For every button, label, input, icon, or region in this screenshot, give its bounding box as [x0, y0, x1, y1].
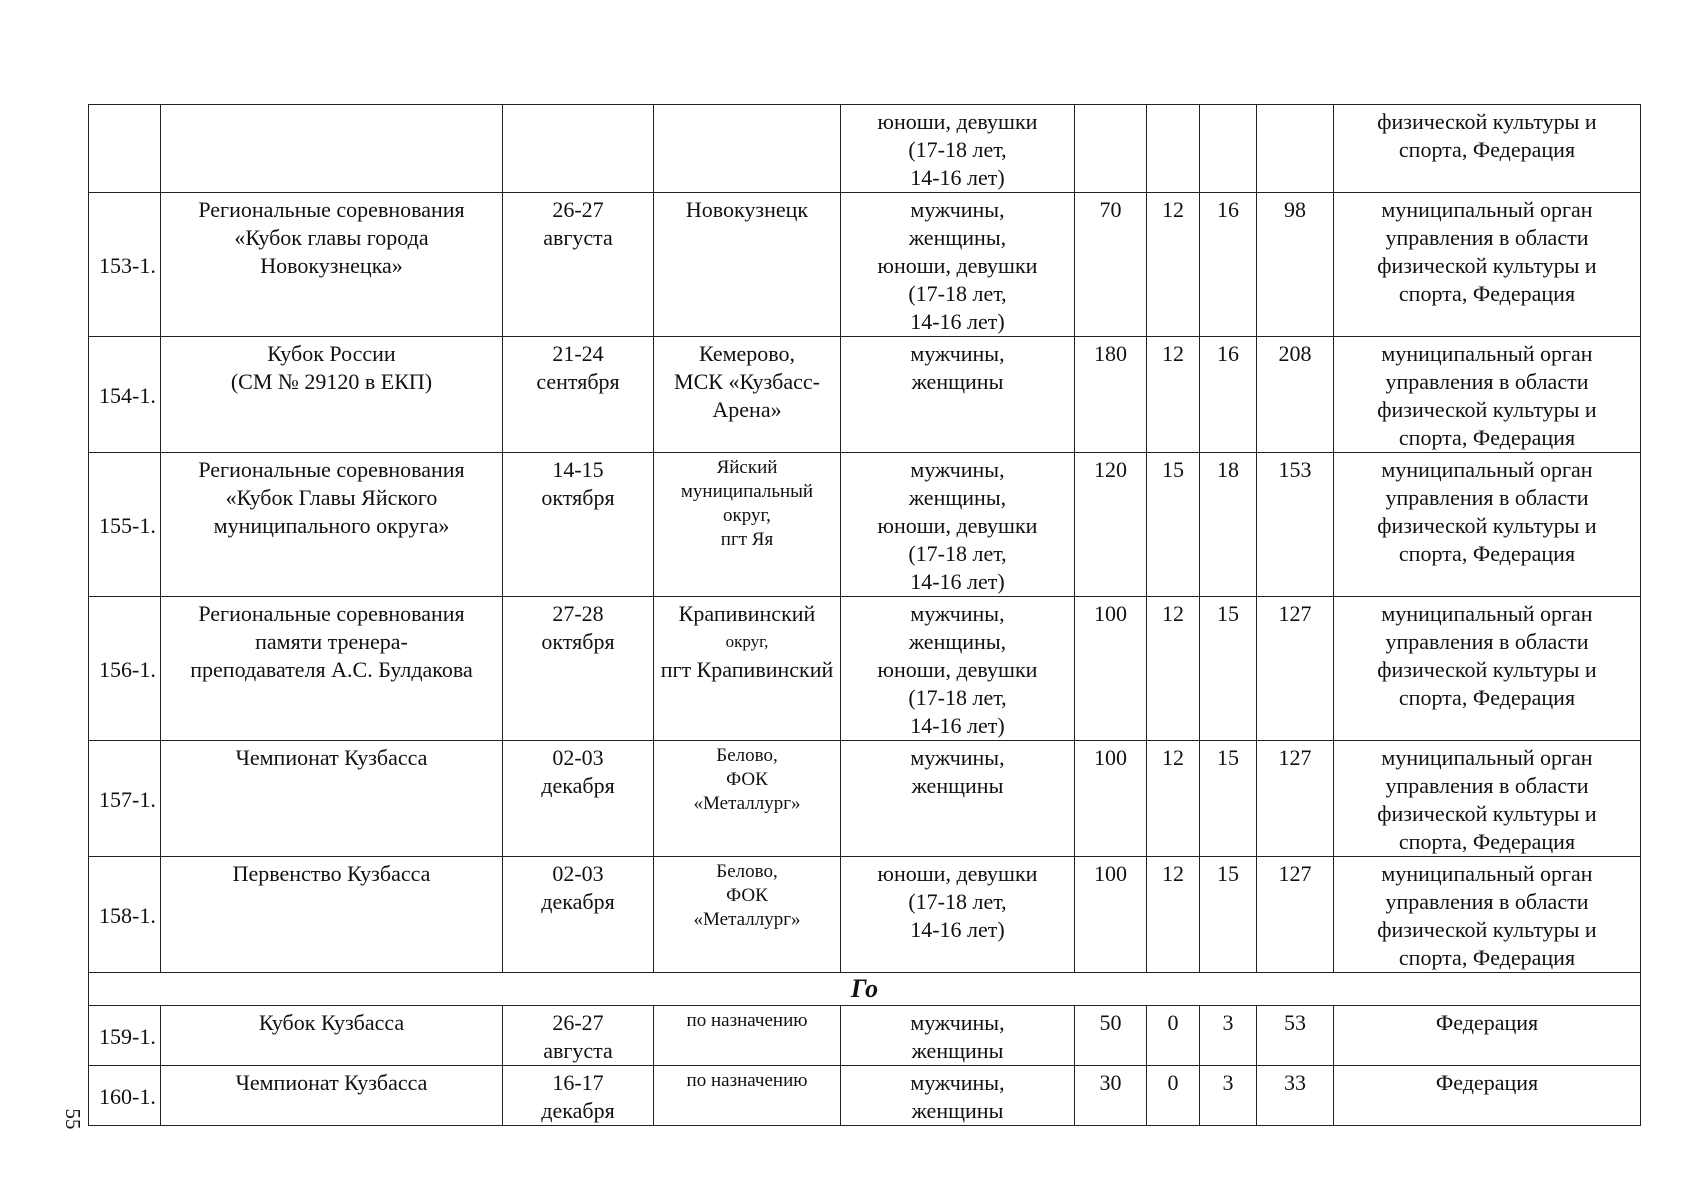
organizer-cell	[1334, 857, 1641, 973]
event-place-cell	[654, 741, 841, 857]
cell-line: юноши, девушки	[877, 513, 1038, 538]
page-number: 55	[61, 1108, 85, 1130]
count-cell-c1: 70	[1075, 193, 1147, 337]
event-name-cell	[161, 741, 503, 857]
cell-line: спорта, Федерация	[1398, 137, 1576, 162]
cell-line: Первенство Кузбасса	[232, 861, 431, 886]
cell-line: мужчины,	[910, 601, 1005, 626]
cell-line: управления в области	[1385, 485, 1589, 510]
event-dates-cell	[503, 857, 654, 973]
event-place-cell	[654, 193, 841, 337]
cell-line: Яйский	[716, 457, 778, 478]
cell-line: женщины	[911, 1038, 1004, 1063]
cell-line: преподавателя А.С. Булдакова	[190, 657, 473, 682]
participants-cell	[841, 337, 1075, 453]
count-cell-c3: 3	[1200, 1066, 1257, 1126]
table-row	[89, 453, 1641, 597]
cell-line: (17-18 лет,	[908, 541, 1007, 566]
cell-line: муниципальный	[680, 481, 814, 502]
event-place-cell	[654, 453, 841, 597]
cell-line: физической культуры и	[1377, 657, 1597, 682]
participants-cell	[841, 453, 1075, 597]
cell-line: муниципальный орган	[1381, 197, 1593, 222]
cell-line: «Кубок Главы Яйского	[225, 485, 438, 510]
cell-line: памяти тренера-	[255, 629, 408, 654]
table-row	[89, 597, 1641, 741]
count-cell-c3	[1200, 105, 1257, 193]
count-cell-c1: 50	[1075, 1006, 1147, 1066]
count-cell-c2: 15	[1147, 453, 1200, 597]
cell-line: муниципальный орган	[1381, 861, 1593, 886]
participants-cell	[841, 193, 1075, 337]
cell-line: физической культуры и	[1377, 801, 1597, 826]
organizer-cell	[1334, 1006, 1641, 1066]
event-place-cell	[654, 1066, 841, 1126]
cell-line: 14-15	[552, 457, 604, 482]
organizer-cell	[1334, 193, 1641, 337]
participants-cell	[841, 105, 1075, 193]
cell-line: женщины,	[908, 629, 1007, 654]
table-row	[89, 1066, 1641, 1126]
event-name-cell	[161, 1066, 503, 1126]
event-number-cell: 159-1.	[89, 1006, 161, 1066]
cell-line: мужчины,	[910, 1070, 1005, 1095]
cell-line: Белово,	[716, 861, 778, 882]
cell-line: августа	[543, 225, 613, 250]
cell-line: Новокузнецк	[685, 197, 809, 222]
event-number-cell: 160-1.	[89, 1066, 161, 1126]
cell-line: женщины,	[908, 485, 1007, 510]
cell-line: мужчины,	[910, 197, 1005, 222]
event-dates-cell	[503, 741, 654, 857]
cell-line: физической культуры и	[1377, 397, 1597, 422]
cell-line: спорта, Федерация	[1398, 541, 1576, 566]
cell-line: спорта, Федерация	[1398, 281, 1576, 306]
events-table	[88, 104, 1641, 1126]
count-cell-c2: 12	[1147, 597, 1200, 741]
cell-line: декабря	[541, 889, 615, 914]
cell-line: Новокузнецка»	[260, 253, 403, 278]
cell-line: 02-03	[552, 861, 604, 886]
cell-line: 21-24	[552, 341, 604, 366]
organizer-cell	[1334, 741, 1641, 857]
organizer-cell	[1334, 105, 1641, 193]
cell-line: по назначению	[686, 1070, 808, 1091]
section-title: Го	[89, 973, 1641, 1006]
count-cell-c1: 100	[1075, 857, 1147, 973]
count-cell-c3: 18	[1200, 453, 1257, 597]
cell-line: спорта, Федерация	[1398, 829, 1576, 854]
cell-line: физической культуры и	[1377, 109, 1597, 134]
event-number-cell: 153-1.	[89, 193, 161, 337]
cell-line: «Кубок главы города	[234, 225, 429, 250]
count-cell-c4: 98	[1257, 193, 1334, 337]
event-name-cell	[161, 857, 503, 973]
event-dates-cell	[503, 453, 654, 597]
cell-line: Федерация	[1435, 1070, 1539, 1095]
section-row	[89, 973, 1641, 1006]
cell-line: декабря	[541, 1098, 615, 1123]
cell-line: управления в области	[1385, 773, 1589, 798]
cell-line: муниципального округа»	[213, 513, 450, 538]
count-cell-c1: 30	[1075, 1066, 1147, 1126]
cell-line: женщины	[911, 773, 1004, 798]
cell-line: «Металлург»	[693, 793, 801, 814]
cell-line: мужчины,	[910, 745, 1005, 770]
event-dates-cell	[503, 597, 654, 741]
cell-line: декабря	[541, 773, 615, 798]
table-row	[89, 337, 1641, 453]
event-dates-cell	[503, 105, 654, 193]
event-dates-cell	[503, 337, 654, 453]
cell-line: 02-03	[552, 745, 604, 770]
cell-line: Чемпионат Кузбасса	[235, 1070, 428, 1095]
count-cell-c1: 100	[1075, 597, 1147, 741]
count-cell-c4: 127	[1257, 741, 1334, 857]
cell-line: муниципальный орган	[1381, 341, 1593, 366]
table-row	[89, 741, 1641, 857]
event-name-cell	[161, 337, 503, 453]
event-place-cell	[654, 105, 841, 193]
cell-line: юноши, девушки	[877, 109, 1038, 134]
cell-line: юноши, девушки	[877, 253, 1038, 278]
event-number-cell: 154-1.	[89, 337, 161, 453]
cell-line: женщины	[911, 1098, 1004, 1123]
cell-line: Белово,	[716, 745, 778, 766]
cell-line: 14-16 лет)	[910, 165, 1005, 190]
cell-line: управления в области	[1385, 889, 1589, 914]
cell-line: 26-27	[552, 197, 604, 222]
event-name-cell	[161, 105, 503, 193]
cell-line: (17-18 лет,	[908, 685, 1007, 710]
cell-line: юноши, девушки	[877, 861, 1038, 886]
count-cell-c2: 12	[1147, 857, 1200, 973]
event-number-cell: 158-1.	[89, 857, 161, 973]
event-place-cell	[654, 1006, 841, 1066]
cell-line: (17-18 лет,	[908, 137, 1007, 162]
table-row	[89, 105, 1641, 193]
count-cell-c4: 127	[1257, 857, 1334, 973]
count-cell-c2: 12	[1147, 337, 1200, 453]
count-cell-c4: 33	[1257, 1066, 1334, 1126]
cell-line: по назначению	[686, 1010, 808, 1031]
cell-line: 27-28	[552, 601, 604, 626]
table-row	[89, 1006, 1641, 1066]
participants-cell	[841, 857, 1075, 973]
cell-line: (СМ № 29120 в ЕКП)	[230, 369, 433, 394]
event-name-cell	[161, 453, 503, 597]
cell-line: управления в области	[1385, 369, 1589, 394]
cell-line: Федерация	[1435, 1010, 1539, 1035]
event-place-cell	[654, 337, 841, 453]
cell-line: муниципальный орган	[1381, 601, 1593, 626]
count-cell-c3: 15	[1200, 597, 1257, 741]
event-place-cell	[654, 857, 841, 973]
cell-line: спорта, Федерация	[1398, 945, 1576, 970]
event-place-cell	[654, 597, 841, 741]
table-row	[89, 193, 1641, 337]
cell-line: Региональные соревнования	[198, 197, 465, 222]
event-dates-cell	[503, 1006, 654, 1066]
event-number-cell	[89, 105, 161, 193]
cell-line: Арена»	[712, 397, 782, 422]
cell-line: пгт Крапивинский	[660, 657, 834, 682]
count-cell-c2: 0	[1147, 1006, 1200, 1066]
cell-line: мужчины,	[910, 341, 1005, 366]
event-dates-cell	[503, 1066, 654, 1126]
count-cell-c1: 120	[1075, 453, 1147, 597]
cell-line: Кемерово,	[698, 341, 796, 366]
event-name-cell	[161, 193, 503, 337]
cell-line: физической культуры и	[1377, 513, 1597, 538]
participants-cell	[841, 741, 1075, 857]
cell-line: физической культуры и	[1377, 917, 1597, 942]
count-cell-c4: 208	[1257, 337, 1334, 453]
count-cell-c2: 12	[1147, 741, 1200, 857]
count-cell-c2	[1147, 105, 1200, 193]
event-name-cell	[161, 597, 503, 741]
event-name-cell	[161, 1006, 503, 1066]
cell-line: «Металлург»	[693, 909, 801, 930]
cell-line: Кубок России	[267, 341, 396, 366]
count-cell-c4: 53	[1257, 1006, 1334, 1066]
cell-line: спорта, Федерация	[1398, 425, 1576, 450]
table-body	[89, 105, 1641, 1126]
count-cell-c4: 153	[1257, 453, 1334, 597]
event-number-cell: 157-1.	[89, 741, 161, 857]
cell-line: 16-17	[552, 1070, 604, 1095]
cell-line: 14-16 лет)	[910, 713, 1005, 738]
cell-line: Крапивинский	[678, 601, 816, 626]
organizer-cell	[1334, 597, 1641, 741]
cell-line: ФОК	[726, 885, 768, 906]
count-cell-c2: 12	[1147, 193, 1200, 337]
cell-line: округ,	[723, 505, 771, 526]
cell-line: октября	[541, 629, 615, 654]
event-number-cell: 156-1.	[89, 597, 161, 741]
cell-line: 14-16 лет)	[910, 309, 1005, 334]
count-cell-c2: 0	[1147, 1066, 1200, 1126]
cell-line: муниципальный орган	[1381, 457, 1593, 482]
cell-line: женщины	[911, 369, 1004, 394]
cell-line: ФОК	[726, 769, 768, 790]
organizer-cell	[1334, 1066, 1641, 1126]
count-cell-c1: 100	[1075, 741, 1147, 857]
cell-line: мужчины,	[910, 457, 1005, 482]
event-number-cell: 155-1.	[89, 453, 161, 597]
count-cell-c3: 15	[1200, 857, 1257, 973]
cell-line: управления в области	[1385, 629, 1589, 654]
cell-line: спорта, Федерация	[1398, 685, 1576, 710]
count-cell-c3: 16	[1200, 337, 1257, 453]
cell-line: октября	[541, 485, 615, 510]
count-cell-c1: 180	[1075, 337, 1147, 453]
participants-cell	[841, 1006, 1075, 1066]
cell-line: Региональные соревнования	[198, 601, 465, 626]
cell-line: (17-18 лет,	[908, 281, 1007, 306]
organizer-cell	[1334, 453, 1641, 597]
cell-line: физической культуры и	[1377, 253, 1597, 278]
count-cell-c3: 3	[1200, 1006, 1257, 1066]
count-cell-c4: 127	[1257, 597, 1334, 741]
count-cell-c3: 15	[1200, 741, 1257, 857]
cell-line: МСК «Кузбасс-	[674, 369, 820, 394]
cell-line: округ,	[725, 632, 769, 651]
cell-line: 14-16 лет)	[910, 569, 1005, 594]
cell-line: Чемпионат Кузбасса	[235, 745, 428, 770]
count-cell-c3: 16	[1200, 193, 1257, 337]
participants-cell	[841, 597, 1075, 741]
cell-line: 14-16 лет)	[910, 917, 1005, 942]
cell-line: 26-27	[552, 1010, 604, 1035]
organizer-cell	[1334, 337, 1641, 453]
count-cell-c4	[1257, 105, 1334, 193]
table-row	[89, 857, 1641, 973]
cell-line: Кубок Кузбасса	[258, 1010, 405, 1035]
cell-line: муниципальный орган	[1381, 745, 1593, 770]
cell-line: управления в области	[1385, 225, 1589, 250]
cell-line: Региональные соревнования	[198, 457, 465, 482]
count-cell-c1	[1075, 105, 1147, 193]
cell-line: сентября	[536, 369, 620, 394]
cell-line: женщины,	[908, 225, 1007, 250]
cell-line: пгт Яя	[720, 529, 774, 550]
cell-line: августа	[543, 1038, 613, 1063]
cell-line: мужчины,	[910, 1010, 1005, 1035]
cell-line: (17-18 лет,	[908, 889, 1007, 914]
cell-line: юноши, девушки	[877, 657, 1038, 682]
participants-cell	[841, 1066, 1075, 1126]
event-dates-cell	[503, 193, 654, 337]
